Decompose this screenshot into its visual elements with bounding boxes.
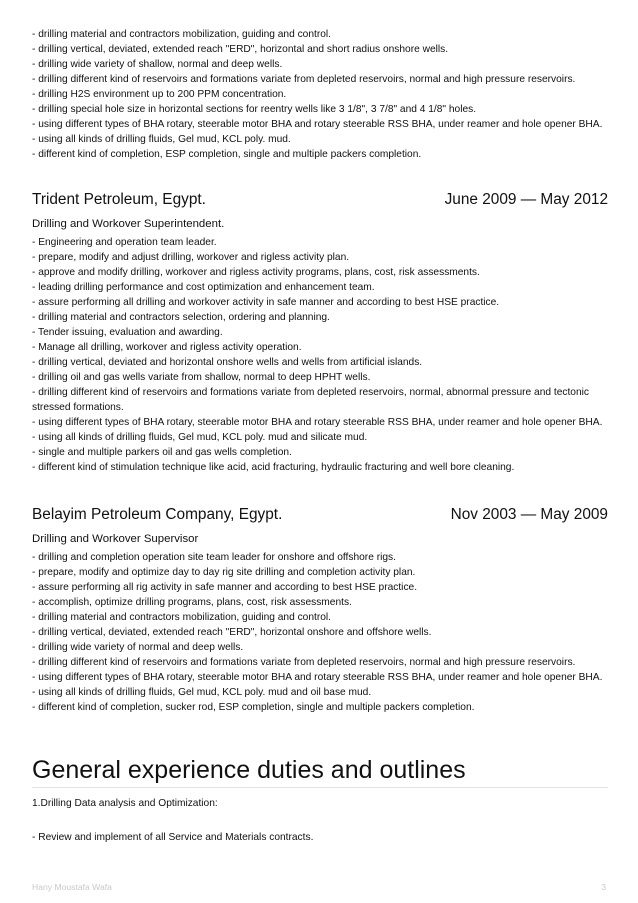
duty-line: - single and multiple parkers oil and gas wells completion. [32,447,292,458]
duty-line: - accomplish, optimize drilling programs, plans, cost, risk assessments. [32,597,352,608]
job-entry-belayim [32,505,608,715]
duty-line: - drilling wide variety of shallow, normal and deep wells. [32,59,283,70]
duty-line: - Manage all drilling, workover and rigless activity operation. [32,342,302,353]
intro-duty-list [32,0,608,162]
duty-line: - drilling different kind of reservoirs and formations variate from depleted reservoirs, normal and high pressure reservoirs. [32,74,576,85]
company-name: Belayim Petroleum Company, Egypt. [32,506,283,523]
duty-line: - assure performing all rig activity in safe manner and according to best HSE practice. [32,582,418,593]
duty-line: - different kind of stimulation technique like acid, acid fracturing, hydraulic fracturing and well bore cleaning. [32,462,515,473]
duty-line: - using different types of BHA rotary, steerable motor BHA and rotary steerable RSS BHA, under reamer and hole opener BHA. [32,417,603,428]
duty-line: - drilling vertical, deviated and horizontal onshore wells and wells from artificial islands. [32,357,423,368]
job-role: Drilling and Workover Supervisor [32,533,199,545]
duty-line: - using all kinds of drilling fluids, Gel mud, KCL poly. mud and silicate mud. [32,432,368,443]
duty-line: - leading drilling performance and cost optimization and enhancement team. [32,282,375,293]
duty-line: - drilling material and contractors mobilization, guiding and control. [32,612,331,623]
duty-line: - drilling material and contractors selection, ordering and planning. [32,312,330,323]
general-item: - Review and implement of all Service and Materials contracts. [32,832,314,843]
duty-line: - assure performing all drilling and workover activity in safe manner and according to best HSE practice. [32,297,500,308]
job-dates: June 2009 — May 2012 [444,191,608,208]
duty-line: - Engineering and operation team leader. [32,237,217,248]
duty-line: - prepare, modify and optimize day to day rig site drilling and completion activity plan. [32,567,416,578]
duty-line: - using different types of BHA rotary, steerable motor BHA and rotary steerable RSS BHA, under reamer and hole opener BHA. [32,672,603,683]
duty-line: - drilling H2S environment up to 200 PPM concentration. [32,89,287,100]
job-header [32,505,608,525]
duty-line: - drilling oil and gas wells variate from shallow, normal to deep HPHT wells. [32,372,371,383]
job-duty-list [32,550,608,715]
duty-line: - drilling different kind of reservoirs and formations variate from depleted reservoirs, normal, abnormal pressure and tectonic stressed formations. [32,387,589,413]
duty-line: - using different types of BHA rotary, steerable motor BHA and rotary steerable RSS BHA, under reamer and hole opener BHA. [32,119,603,130]
general-item: 1.Drilling Data analysis and Optimization: [32,798,218,809]
duty-line: - drilling special hole size in horizontal sections for reentry wells like 3 1/8", 3 7/8" and 4 1/8" holes. [32,104,477,115]
duty-line: - drilling vertical, deviated, extended reach "ERD", horizontal onshore and offshore wells. [32,627,432,638]
section-title: General experience duties and outlines [32,755,608,788]
duty-line: - different kind of completion, sucker rod, ESP completion, single and multiple packers completion. [32,702,475,713]
duty-line: - approve and modify drilling, workover and rigless activity programs, plans, cost, risk assessments. [32,267,480,278]
job-duty-list [32,235,608,475]
duty-line: - drilling vertical, deviated, extended reach "ERD", horizontal and short radius onshore wells. [32,44,449,55]
duty-line: - different kind of completion, ESP completion, single and multiple packers completion. [32,149,422,160]
general-section [32,796,608,845]
duty-line: - drilling material and contractors mobilization, guiding and control. [32,29,331,40]
duty-line: - using all kinds of drilling fluids, Gel mud, KCL poly. mud. [32,134,291,145]
job-dates: Nov 2003 — May 2009 [450,506,608,523]
duty-line: - Tender issuing, evaluation and awarding. [32,327,223,338]
company-name: Trident Petroleum, Egypt. [32,191,206,208]
duty-line: - drilling different kind of reservoirs and formations variate from depleted reservoirs, normal and high pressure reservoirs. [32,657,576,668]
duty-line: - drilling wide variety of normal and deep wells. [32,642,244,653]
job-entry-trident [32,190,608,475]
footer-name: Hany Moustafa Wafa [32,882,112,892]
page-footer [32,882,606,892]
job-role: Drilling and Workover Superintendent. [32,218,225,230]
resume-page [32,0,608,845]
page-number: 3 [601,882,606,892]
duty-line: - using all kinds of drilling fluids, Gel mud, KCL poly. mud and oil base mud. [32,687,372,698]
job-header [32,190,608,210]
duty-line: - drilling and completion operation site team leader for onshore and offshore rigs. [32,552,396,563]
duty-line: - prepare, modify and adjust drilling, workover and rigless activity plan. [32,252,350,263]
